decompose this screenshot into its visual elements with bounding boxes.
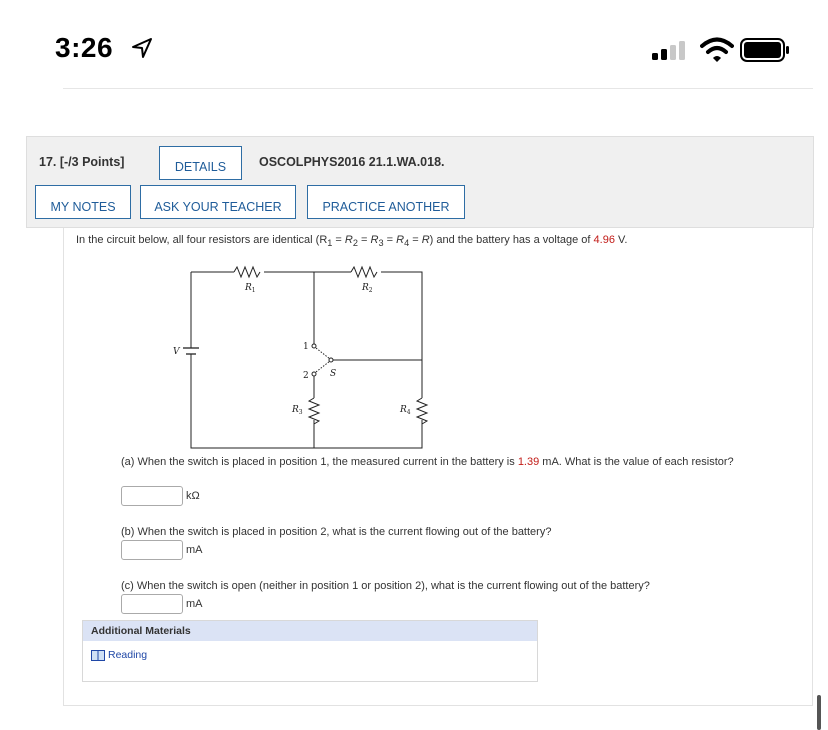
- r4-label: $R_4$: [400, 405, 411, 416]
- question-number: 17. [-/3 Points]: [39, 155, 125, 169]
- switch-pos2-label: 2: [303, 371, 309, 381]
- part-c-question: (c) When the switch is open (neither in position 1 or position 2), what is the current flowing out of the battery?: [121, 580, 650, 592]
- battery-icon: [740, 38, 790, 62]
- r1-label: $R_1$: [245, 283, 256, 294]
- intro-prefix: In the circuit below, all four resistors are identical (R: [76, 234, 328, 246]
- divider: [63, 88, 813, 89]
- part-b-answer-input[interactable]: [121, 540, 183, 560]
- intro-suffix: V.: [614, 234, 628, 246]
- circuit-diagram: [164, 260, 434, 450]
- part-a-prefix: (a) When the switch is placed in position 1, the measured current in the battery is: [121, 456, 518, 468]
- question-header: [26, 136, 814, 228]
- reading-link[interactable]: [91, 649, 147, 661]
- part-a-current: 1.39: [517, 456, 540, 468]
- question-code: OSCOLPHYS2016 21.1.WA.018.: [259, 155, 445, 169]
- part-a-question: [121, 456, 791, 469]
- switch-pos1-label: 1: [303, 342, 309, 352]
- battery-v-label: V: [173, 347, 180, 357]
- part-c-unit: mA: [186, 598, 203, 610]
- additional-materials-title: Additional Materials: [83, 621, 537, 641]
- wifi-icon: [700, 37, 734, 63]
- question-card: [26, 136, 814, 706]
- additional-materials: [82, 620, 538, 682]
- question-intro: In the circuit below, all four resistors are identical $(R_1 = R_2 = R_3 = R_4 = R)$ and the battery has a voltage of 4.96 V.: [76, 234, 628, 249]
- question-body: [63, 228, 813, 706]
- part-a-suffix: mA. What is the value of each resistor?: [539, 456, 734, 468]
- r2-label: $R_2$: [362, 283, 373, 294]
- switch-s-label: S: [330, 369, 337, 379]
- book-icon: [91, 650, 105, 661]
- status-time: 3:26: [55, 32, 114, 63]
- part-c-answer-input[interactable]: [121, 594, 183, 614]
- reading-label: Reading: [108, 649, 148, 661]
- details-button[interactable]: DETAILS: [159, 146, 242, 180]
- location-arrow-icon: [130, 36, 154, 60]
- ask-teacher-button[interactable]: ASK YOUR TEACHER: [140, 185, 296, 219]
- part-a-unit: kΩ: [186, 490, 200, 502]
- part-b-unit: mA: [186, 544, 203, 556]
- status-bar: [0, 0, 828, 90]
- practice-another-button[interactable]: PRACTICE ANOTHER: [307, 185, 465, 219]
- part-b-question: (b) When the switch is placed in position 2, what is the current flowing out of the battery?: [121, 526, 552, 538]
- part-a-answer-input[interactable]: [121, 486, 183, 506]
- battery-voltage: 4.96: [593, 234, 615, 246]
- cellular-signal-icon: [652, 40, 692, 60]
- my-notes-button[interactable]: MY NOTES: [35, 185, 131, 219]
- scrollbar[interactable]: [817, 695, 821, 730]
- r3-label: $R_3$: [292, 405, 303, 416]
